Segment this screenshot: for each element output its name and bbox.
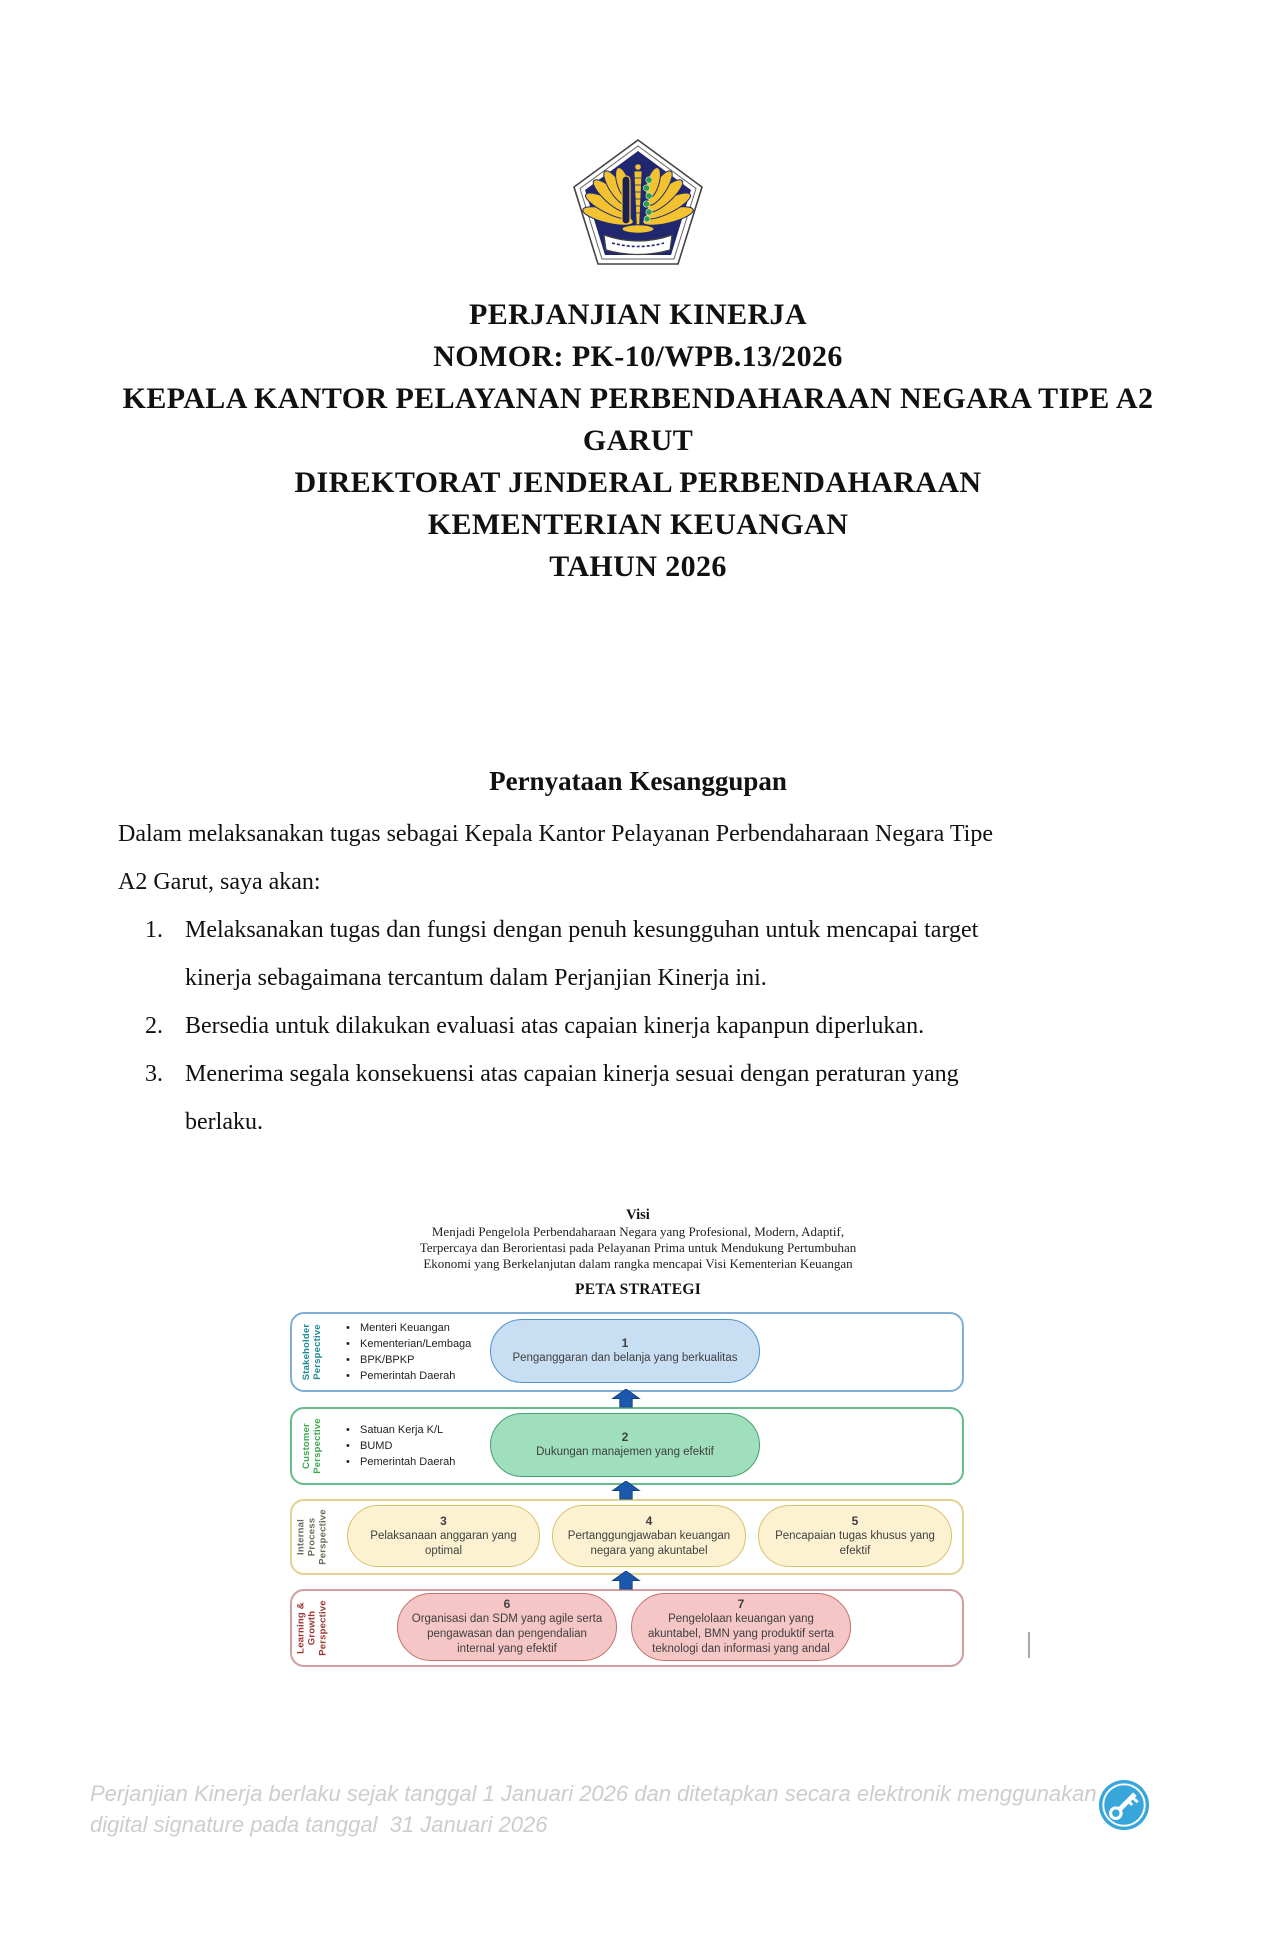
strategy-box-text: Dukungan manajemen yang efektif	[536, 1446, 714, 1458]
strategy-map	[290, 1312, 962, 1664]
title-line: NOMOR: PK-10/WPB.13/2026	[433, 340, 843, 373]
visi-block	[0, 1206, 1276, 1300]
customer-bullet-list	[346, 1422, 455, 1470]
list-item	[145, 906, 1165, 1002]
list-item-line: Bersedia untuk dilakukan evaluasi atas capaian kinerja kapanpun diperlukan.	[185, 1013, 925, 1039]
strategy-box-2	[490, 1413, 760, 1477]
strategy-box-text: internal yang efektif	[457, 1643, 557, 1655]
strategy-box-6	[397, 1593, 617, 1661]
band-learning-growth-perspective	[290, 1589, 964, 1667]
list-item	[145, 1050, 1165, 1146]
band-label-line: Process	[306, 1517, 318, 1557]
visi-line: Menjadi Pengelola Perbendaharaan Negara yang Profesional, Modern, Adaptif,	[431, 1224, 845, 1239]
title-line: GARUT	[582, 424, 694, 457]
strategy-box-text: optimal	[424, 1544, 463, 1557]
list-item-line: berlaku.	[185, 1109, 263, 1135]
bullet-item: • BUMD	[346, 1438, 455, 1454]
strategy-box-1	[490, 1319, 760, 1383]
title-line: DIREKTORAT JENDERAL PERBENDAHARAAN	[294, 466, 982, 499]
statement-list	[145, 906, 1165, 1146]
bullet-item: • Pemerintah Daerah	[346, 1454, 455, 1470]
intro-line: Dalam melaksanakan tugas sebagai Kepala Kantor Pelayanan Perbendaharaan Negara Tipe	[118, 821, 993, 847]
strategy-box-text: Pelaksanaan anggaran yang	[370, 1529, 517, 1542]
band-label-line: Stakeholder	[301, 1323, 312, 1381]
band-label	[301, 1414, 323, 1478]
strategy-box-3	[347, 1505, 540, 1567]
text-cursor-artifact	[1028, 1632, 1030, 1658]
statement-heading: Pernyataan Kesanggupan	[489, 766, 787, 796]
visi-heading: Visi	[626, 1207, 650, 1223]
document-title-block	[0, 294, 1276, 588]
list-item-line: kinerja sebagaimana tercantum dalam Perjanjian Kinerja ini.	[185, 965, 767, 991]
band-label-line: Perspective	[317, 1509, 329, 1565]
strategy-box-number: 7	[737, 1597, 745, 1611]
strategy-box-text: teknologi dan informasi yang andal	[652, 1643, 830, 1655]
footer-note	[90, 1778, 1097, 1840]
digital-signature-key-icon	[1098, 1779, 1150, 1831]
strategy-map-title: PETA STRATEGI	[574, 1281, 702, 1298]
key-icon	[1098, 1779, 1150, 1831]
footer-line: digital signature pada tanggal 31 Januari 2026	[90, 1812, 548, 1837]
strategy-box-text: Pengelolaan keuangan yang	[668, 1613, 814, 1625]
visi-line: Ekonomi yang Berkelanjutan dalam rangka mencapai Visi Kementerian Keuangan	[423, 1256, 853, 1271]
list-item-line: Melaksanakan tugas dan fungsi dengan penuh kesungguhan untuk mencapai target	[185, 917, 979, 943]
bullet-item: • Satuan Kerja K/L	[346, 1422, 455, 1438]
strategy-box-text: Organisasi dan SDM yang agile serta	[411, 1613, 603, 1625]
band-label-line: Learning &	[295, 1602, 307, 1654]
list-item	[145, 1002, 1165, 1050]
bullet-item: • Menteri Keuangan	[346, 1320, 471, 1336]
band-label-line: Internal	[295, 1519, 307, 1555]
strategy-box-text: Penganggaran dan belanja yang berkualitas	[512, 1352, 738, 1364]
strategy-box-text: Pertanggungjawaban keuangan	[567, 1529, 731, 1542]
list-item-number: 1.	[145, 917, 163, 943]
strategy-box-text: akuntabel, BMN yang produktif serta	[647, 1628, 835, 1640]
strategy-box-4	[552, 1505, 746, 1567]
stakeholder-bullet-list	[346, 1320, 471, 1384]
kemenkeu-logo	[572, 138, 704, 266]
strategy-box-number: 5	[851, 1513, 859, 1528]
intro-line: A2 Garut, saya akan:	[118, 869, 321, 895]
list-item-number: 2.	[145, 1013, 163, 1039]
strategy-box-text: pengawasan dan pengendalian	[427, 1628, 587, 1640]
list-item-line: Menerima segala konsekuensi atas capaian kinerja sesuai dengan peraturan yang	[185, 1061, 959, 1087]
strategy-box-number: 1	[621, 1336, 629, 1350]
title-line: KEPALA KANTOR PELAYANAN PERBENDAHARAAN NEGARA TIPE A2	[122, 382, 1154, 415]
band-label	[296, 1505, 329, 1569]
footer-line: Perjanjian Kinerja berlaku sejak tanggal 1 Januari 2026 dan ditetapkan secara elektronik menggunakan	[90, 1781, 1097, 1806]
strategy-box-text: negara yang akuntabel	[590, 1544, 708, 1557]
band-label-line: Customer	[301, 1423, 312, 1469]
up-arrow-icon	[611, 1481, 641, 1500]
strategy-box-number: 6	[503, 1597, 511, 1611]
kemenkeu-logo-icon	[572, 138, 704, 266]
strategy-box-number: 3	[440, 1513, 447, 1528]
band-label-line: Perspective	[317, 1600, 329, 1656]
band-label	[301, 1320, 323, 1384]
band-label-line: Perspective	[312, 1418, 323, 1474]
statement-intro	[118, 810, 1168, 906]
list-item-number: 3.	[145, 1061, 163, 1087]
band-label-line: Perspective	[312, 1324, 323, 1380]
title-line: KEMENTERIAN KEUANGAN	[427, 508, 849, 541]
strategy-box-text: Pencapaian tugas khusus yang	[775, 1529, 935, 1542]
up-arrow-icon	[611, 1571, 641, 1590]
up-arrow-icon	[611, 1389, 641, 1408]
bullet-item: • BPK/BPKP	[346, 1352, 471, 1368]
strategy-box-number: 2	[621, 1430, 629, 1444]
title-line: TAHUN 2026	[549, 550, 727, 583]
band-label-line: Growth	[306, 1610, 318, 1646]
title-line: PERJANJIAN KINERJA	[468, 298, 808, 331]
bullet-item: • Kementerian/Lembaga	[346, 1336, 471, 1352]
strategy-box-text: efektif	[839, 1544, 871, 1557]
strategy-box-5	[758, 1505, 952, 1567]
strategy-box-number: 4	[645, 1513, 653, 1528]
band-label	[296, 1596, 329, 1660]
visi-line: Terpercaya dan Berorientasi pada Pelayanan Prima untuk Mendukung Pertumbuhan	[419, 1240, 857, 1255]
strategy-box-7	[631, 1593, 851, 1661]
bullet-item: • Pemerintah Daerah	[346, 1368, 471, 1384]
